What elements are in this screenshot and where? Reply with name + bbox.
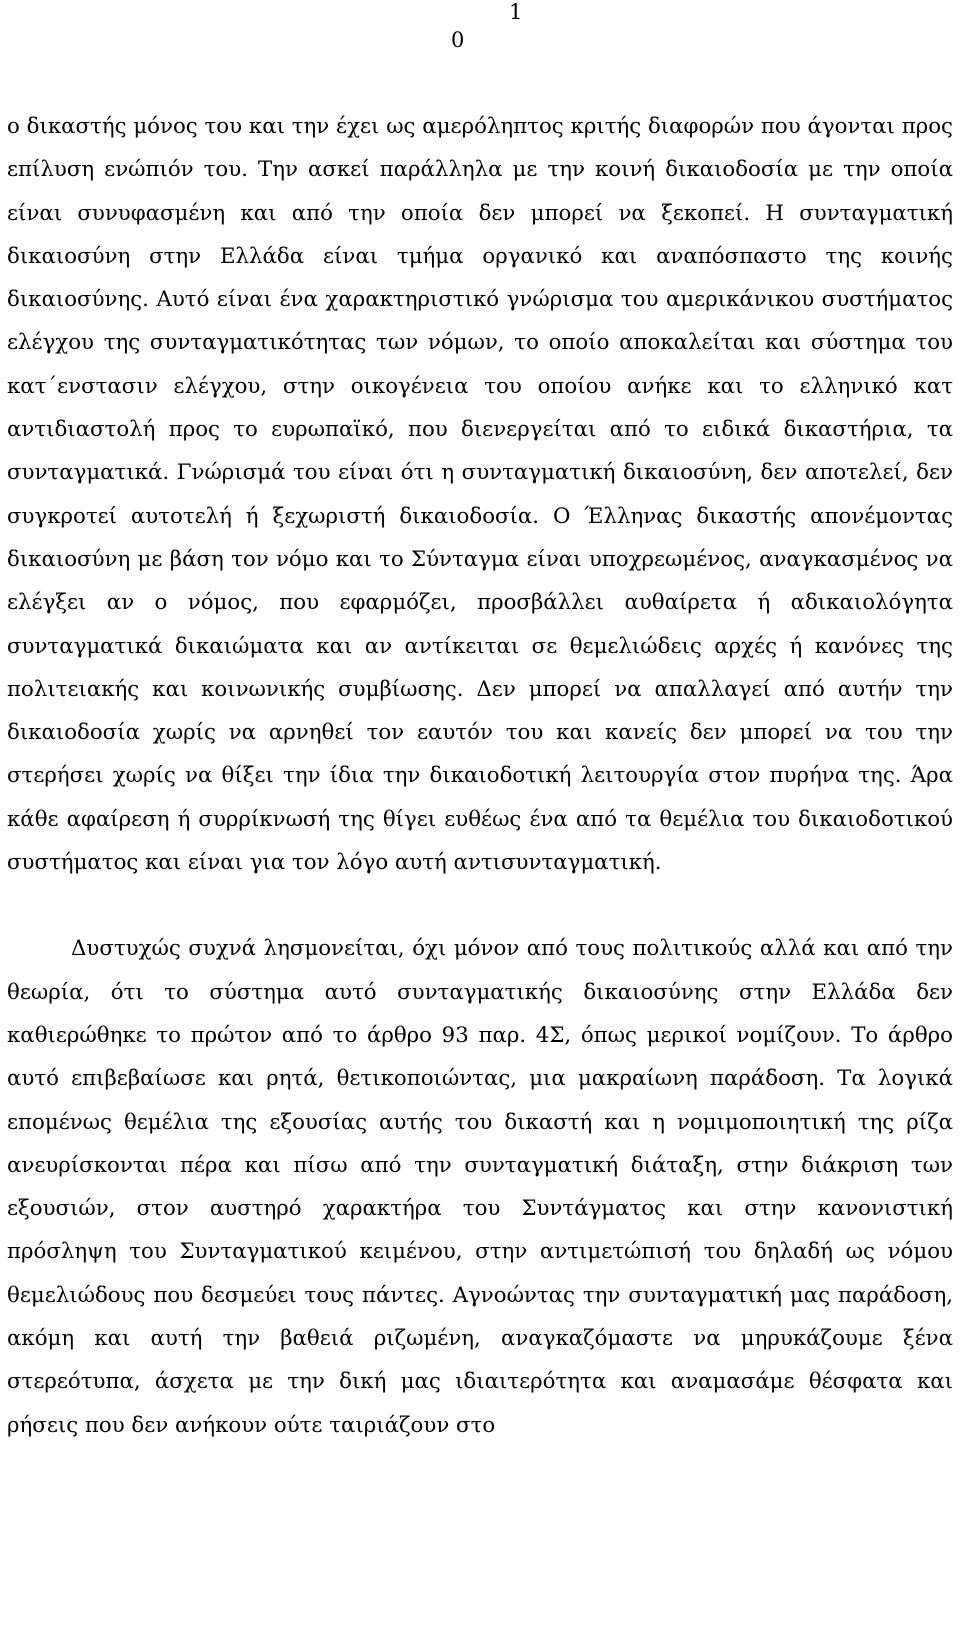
page-number-main: 0 [451, 28, 465, 52]
page-number [0, 0, 960, 60]
page-number-superscript: 1 [509, 0, 523, 24]
paragraph-2: Δυστυχώς συχνά λησμονείται, όχι μόνον από τους πολιτικούς αλλά και από την θεωρία, ότι το σύστημα αυτό συνταγματικής δικαιοσύνης στην Ελλάδα δεν καθιερώθηκε το πρώτον από το άρθρο 93 παρ. 4Σ, όπως μερικοί νομίζουν. Το άρθρο αυτό επιβεβαίωσε και ρητά, θετικοποιώντας, μια μακραίωνη παράδοση. Τα λογικά επομένως θεμέλια της εξουσίας αυτής του δικαστή και η νομιμοποιητική της ρίζα ανευρίσκονται πέρα και πίσω από την συνταγματική διάταξη, στην διάκριση των εξουσιών, στον αυστηρό χαρακτήρα του Συντάγματος και στην κανονιστική πρόσληψη του Συνταγματικού κειμένου, στην αντιμετώπισή του δηλαδή ως νόμου θεμελιώδους που δεσμεύει τους πάντες. Αγνοώντας την συνταγματική μας παράδοση, ακόμη και αυτή την βαθειά ριζωμένη, αναγκαζόμαστε να μηρυκάζουμε ξένα στερεότυπα, άσχετα με την δική μας ιδιαιτερότητα και αναμασάμε θέσφατα και ρήσεις που δεν ανήκουν ούτε ταιριάζουν στο [7, 936, 953, 1438]
document-body [7, 105, 953, 1447]
paragraph-1: ο δικαστής μόνος του και την έχει ως αμερόληπτος κριτής διαφορών που άγονται προς επίλυση ενώπιόν του. Την ασκεί παράλληλα με την κοινή δικαιοδοσία με την οποία είναι συνυφασμένη και από την οποία δεν μπορεί να ξεκοπεί. Η συνταγματική δικαιοσύνη στην Ελλάδα είναι τμήμα οργανικό και αναπόσπαστο της κοινής δικαιοσύνης. Αυτό είναι ένα χαρακτηριστικό γνώρισμα του αμερικάνικου συστήματος ελέγχου της συνταγματικότητας των νόμων, το οποίο αποκαλείται και σύστημα του κατ΄ενστασιν ελέγχου, στην οικογένεια του οποίου ανήκε και το ελληνικό κατ αντιδιαστολή προς το ευρωπαϊκό, που διενεργείται από το ειδικά δικαστήρια, τα συνταγματικά. Γνώρισμά του είναι ότι η συνταγματική δικαιοσύνη, δεν αποτελεί, δεν συγκροτεί αυτοτελή ή ξεχωριστή δικαιοδοσία. Ο Έλληνας δικαστής απονέμοντας δικαιοσύνη με βάση τον νόμο και το Σύνταγμα είναι υποχρεωμένος, αναγκασμένος να ελέγξει αν ο νόμος, που εφαρμόζει, προσβάλλει αυθαίρετα ή αδικαιολόγητα συνταγματικά δικαιώματα και αν αντίκειται σε θεμελιώδεις αρχές ή κανόνες της πολιτειακής και κοινωνικής συμβίωσης. Δεν μπορεί να απαλλαγεί από αυτήν την δικαιοδοσία χωρίς να αρνηθεί τον εαυτόν του και κανείς δεν μπορεί να του την στερήσει χωρίς να θίξει την ίδια την δικαιοδοτική λειτουργία στον πυρήνα της. Άρα κάθε αφαίρεση ή συρρίκνωσή της θίγει ευθέως ένα από τα θεμέλια του δικαιοδοτικού συστήματος και είναι για τον λόγο αυτή αντισυνταγματική. [7, 114, 953, 876]
